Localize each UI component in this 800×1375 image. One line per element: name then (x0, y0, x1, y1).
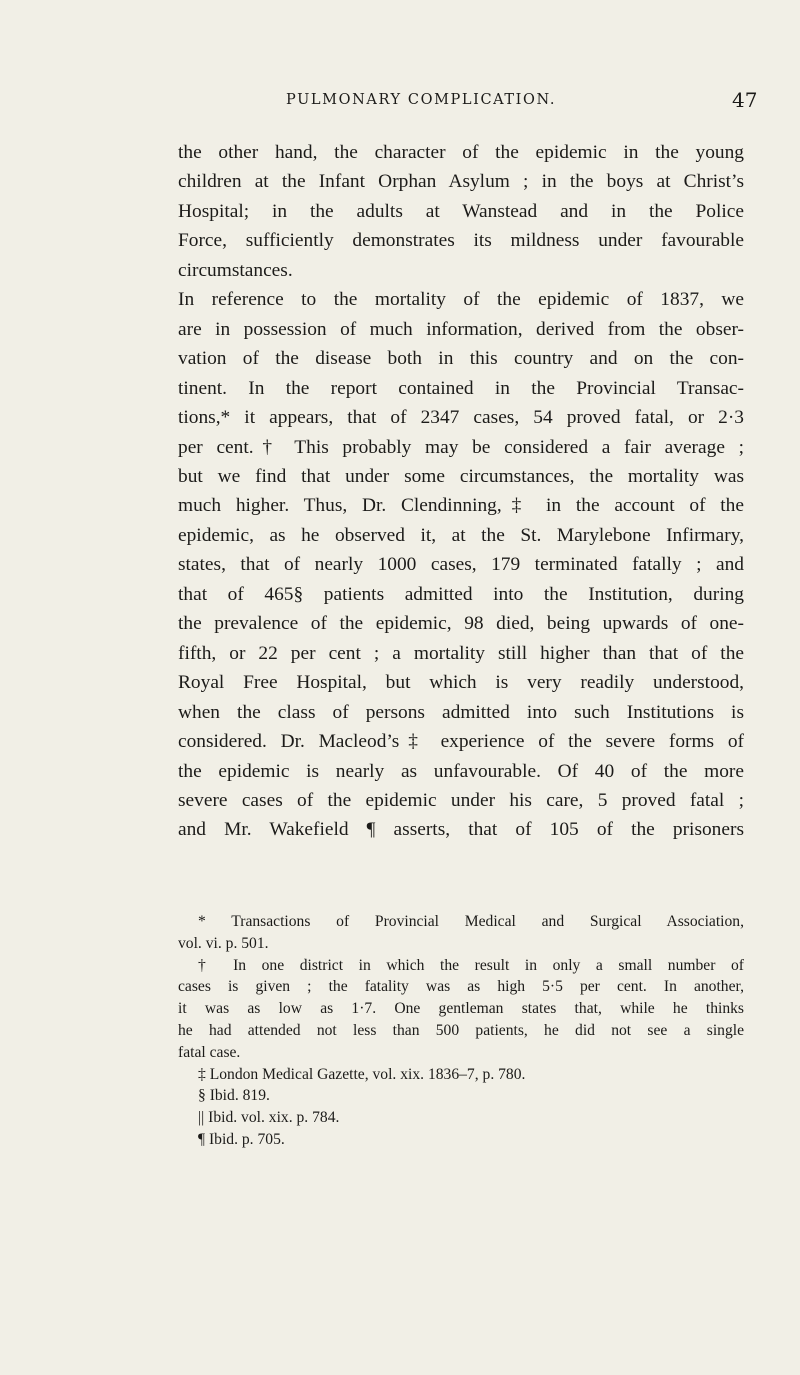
body-line: Force, sufficiently demonstrates its mildness under favourable (178, 230, 744, 252)
running-title: PULMONARY COMPLICATION. (286, 92, 557, 108)
body-line: the epidemic is nearly as unfavourable. Of 40 of the more (178, 760, 744, 782)
body-line: much higher. Thus, Dr. Clendinning,‡ in the account of the (178, 495, 744, 517)
body-line: the other hand, the character of the epidemic in the young (178, 142, 744, 163)
body-line: that of 465§ patients admitted into the Institution, during (178, 583, 744, 605)
body-text (178, 138, 744, 845)
footnote-line: * Transactions of Provincial Medical and Surgical Association, (198, 913, 744, 930)
footnote-line: § Ibid. 819. (198, 1087, 270, 1105)
footnote-line: ‡ London Medical Gazette, vol. xix. 1836–7, p. 780. (198, 1065, 526, 1083)
body-line: states, that of nearly 1000 cases, 179 terminated fatally ; and (178, 554, 744, 576)
body-line: are in possession of much information, derived from the obser- (178, 318, 744, 340)
body-line: severe cases of the epidemic under his care, 5 proved fatal ; (178, 789, 744, 811)
footnote-line: fatal case. (178, 1043, 241, 1061)
body-line: considered. Dr. Macleod’s‡ experience of the severe forms of (178, 731, 744, 753)
footnote-line: cases is given ; the fatality was as high 5·5 per cent. In another, (178, 978, 744, 996)
body-line: epidemic, as he observed it, at the St. Marylebone Infirmary, (178, 524, 744, 546)
footnote-line: || Ibid. vol. xix. p. 784. (198, 1109, 340, 1127)
footnotes (178, 911, 744, 1151)
footnote-line: he had attended not less than 500 patients, he did not see a single (178, 1021, 744, 1039)
footnote-line: † In one district in which the result in only a small number of (198, 956, 744, 974)
body-line: but we find that under some circumstances, the mortality was (178, 465, 744, 487)
body-line: tions,* it appears, that of 2347 cases, 54 proved fatal, or 2·3 (178, 407, 744, 429)
body-line: Royal Free Hospital, but which is very readily understood, (178, 672, 744, 694)
body-line: fifth, or 22 per cent ; a mortality still higher than that of the (178, 642, 744, 664)
body-line: the prevalence of the epidemic, 98 died, being upwards of one- (178, 613, 744, 635)
footnote-line: it was as low as 1·7. One gentleman states that, while he thinks (178, 1000, 744, 1018)
page-number: 47 (732, 88, 758, 112)
body-line: vation of the disease both in this country and on the con- (178, 348, 744, 370)
footnote-line: ¶ Ibid. p. 705. (198, 1130, 285, 1148)
body-line: tinent. In the report contained in the Provincial Transac- (178, 377, 744, 399)
body-line: circumstances. (178, 259, 293, 281)
body-line: when the class of persons admitted into such Institutions is (178, 701, 744, 723)
body-line: per cent.† This probably may be considered a fair average ; (178, 436, 744, 458)
body-line: children at the Infant Orphan Asylum ; in the boys at Christ’s (178, 171, 744, 193)
body-line: Hospital; in the adults at Wanstead and in the Police (178, 200, 744, 222)
footnote-line: vol. vi. p. 501. (178, 934, 269, 952)
body-line: and Mr. Wakefield ¶ asserts, that of 105 of the prisoners (178, 819, 744, 841)
body-line: In reference to the mortality of the epidemic of 1837, we (178, 289, 744, 311)
